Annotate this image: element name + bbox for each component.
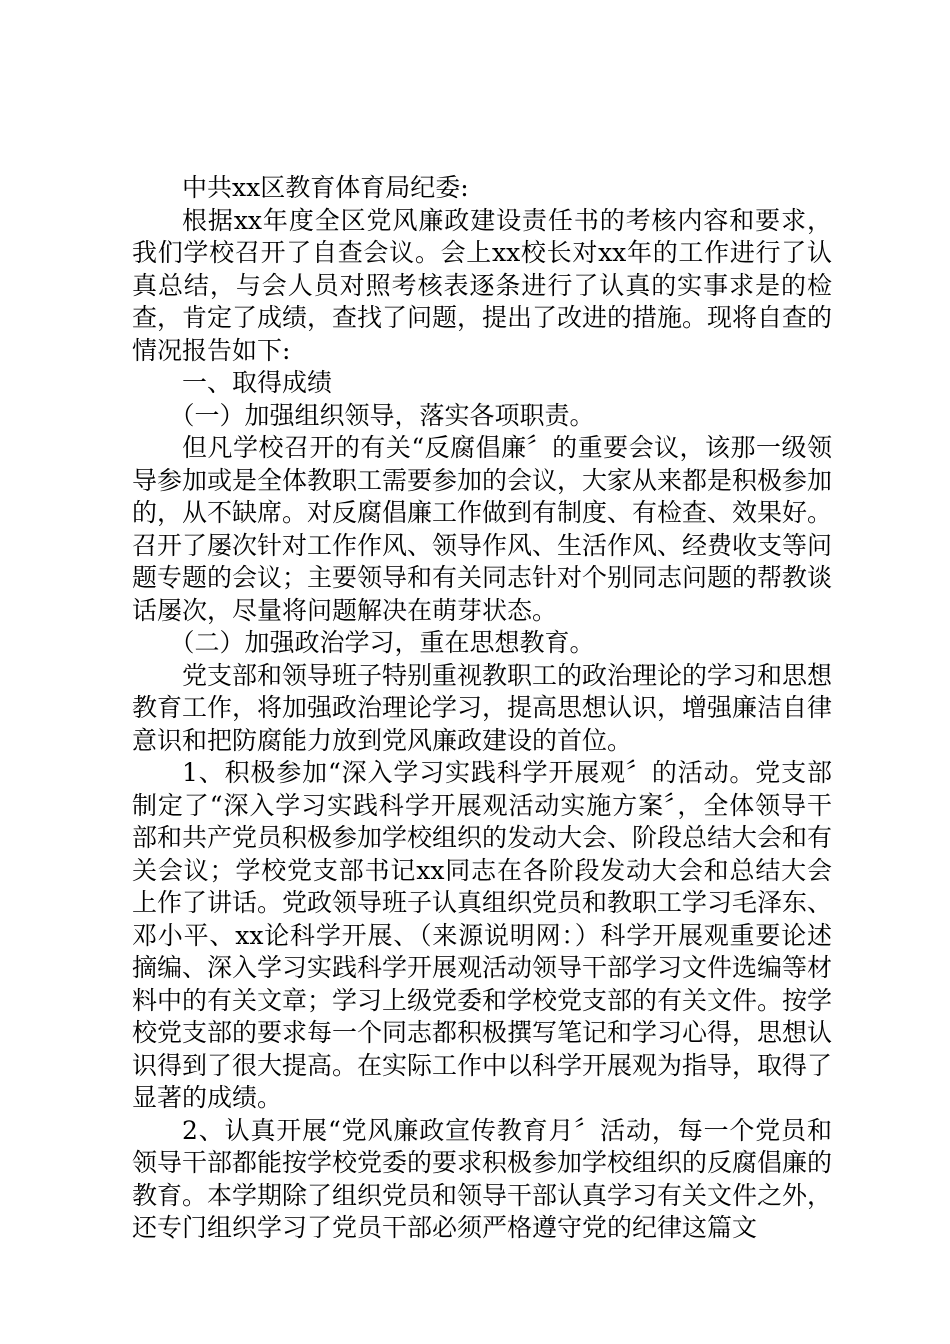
section-heading-achievements: 一、取得成绩 (182, 368, 333, 397)
subsection-heading-political-study: （二）加强政治学习，重在思想教育。 (169, 628, 595, 657)
item-2-paragraph: 2、认真开展“党风廉政宣传教育月〞活动，每一个党员和领导干部都能按学校党委的要求积极参加学校组织的反腐倡廉的教育。本学期除了组织党员和领导干部认真学习有关文件之外，还专门组织学习了党员干部必须严格遵守党的纪律这篇文 (132, 1115, 833, 1242)
salutation: 中共xx区教育体育局纪委: (182, 173, 469, 202)
political-study-paragraph: 党支部和领导班子特别重视教职工的政治理论的学习和思想教育工作，将加强政治理论学习，提高思想认识，增强廉洁自律意识和把防腐能力放到党风廉政建设的首位。 (132, 660, 833, 755)
organization-paragraph: 但凡学校召开的有关“反腐倡廉〞的重要会议，该那一级领导参加或是全体教职工需要参加的会议，大家从来都是积极参加的，从不缺席。对反腐倡廉工作做到有制度、有检查、效果好。召开了屡次针对工作作风、领导作风、生活作风、经费收支等问题专题的会议；主要领导和有关同志针对个别同志问题的帮教谈话屡次，尽量将问题解决在萌芽状态。 (132, 433, 833, 625)
subsection-heading-organization: （一）加强组织领导，落实各项职责。 (169, 400, 595, 430)
intro-paragraph: 根据xx年度全区党风廉政建设责任书的考核内容和要求，我们学校召开了自查会议。会上xx校长对xx年的工作进行了认真总结，与会人员对照考核表逐条进行了认真的实事求是的检查，肯定了成绩，查找了问题，提出了改进的措施。现将自查的情况报告如下: (132, 205, 833, 365)
document-body (132, 172, 832, 1245)
item-1-paragraph: 1、积极参加“深入学习实践科学开展观〞的活动。党支部制定了“深入学习实践科学开展观活动实施方案〞，全体领导干部和共产党员积极参加学校组织的发动大会、阶段总结大会和有关会议；学校党支部书记xx同志在各阶段发动大会和总结大会上作了讲话。党政领导班子认真组织党员和教职工学习毛泽东、邓小平、xx论科学开展、（来源说明网：）科学开展观重要论述摘编、深入学习实践科学开展观活动领导干部学习文件选编等材料中的有关文章；学习上级党委和学校党支部的有关文件。按学校党支部的要求每一个同志都积极撰写笔记和学习心得，思想认识得到了很大提高。在实际工作中以科学开展观为指导，取得了显著的成绩。 (132, 758, 833, 1112)
